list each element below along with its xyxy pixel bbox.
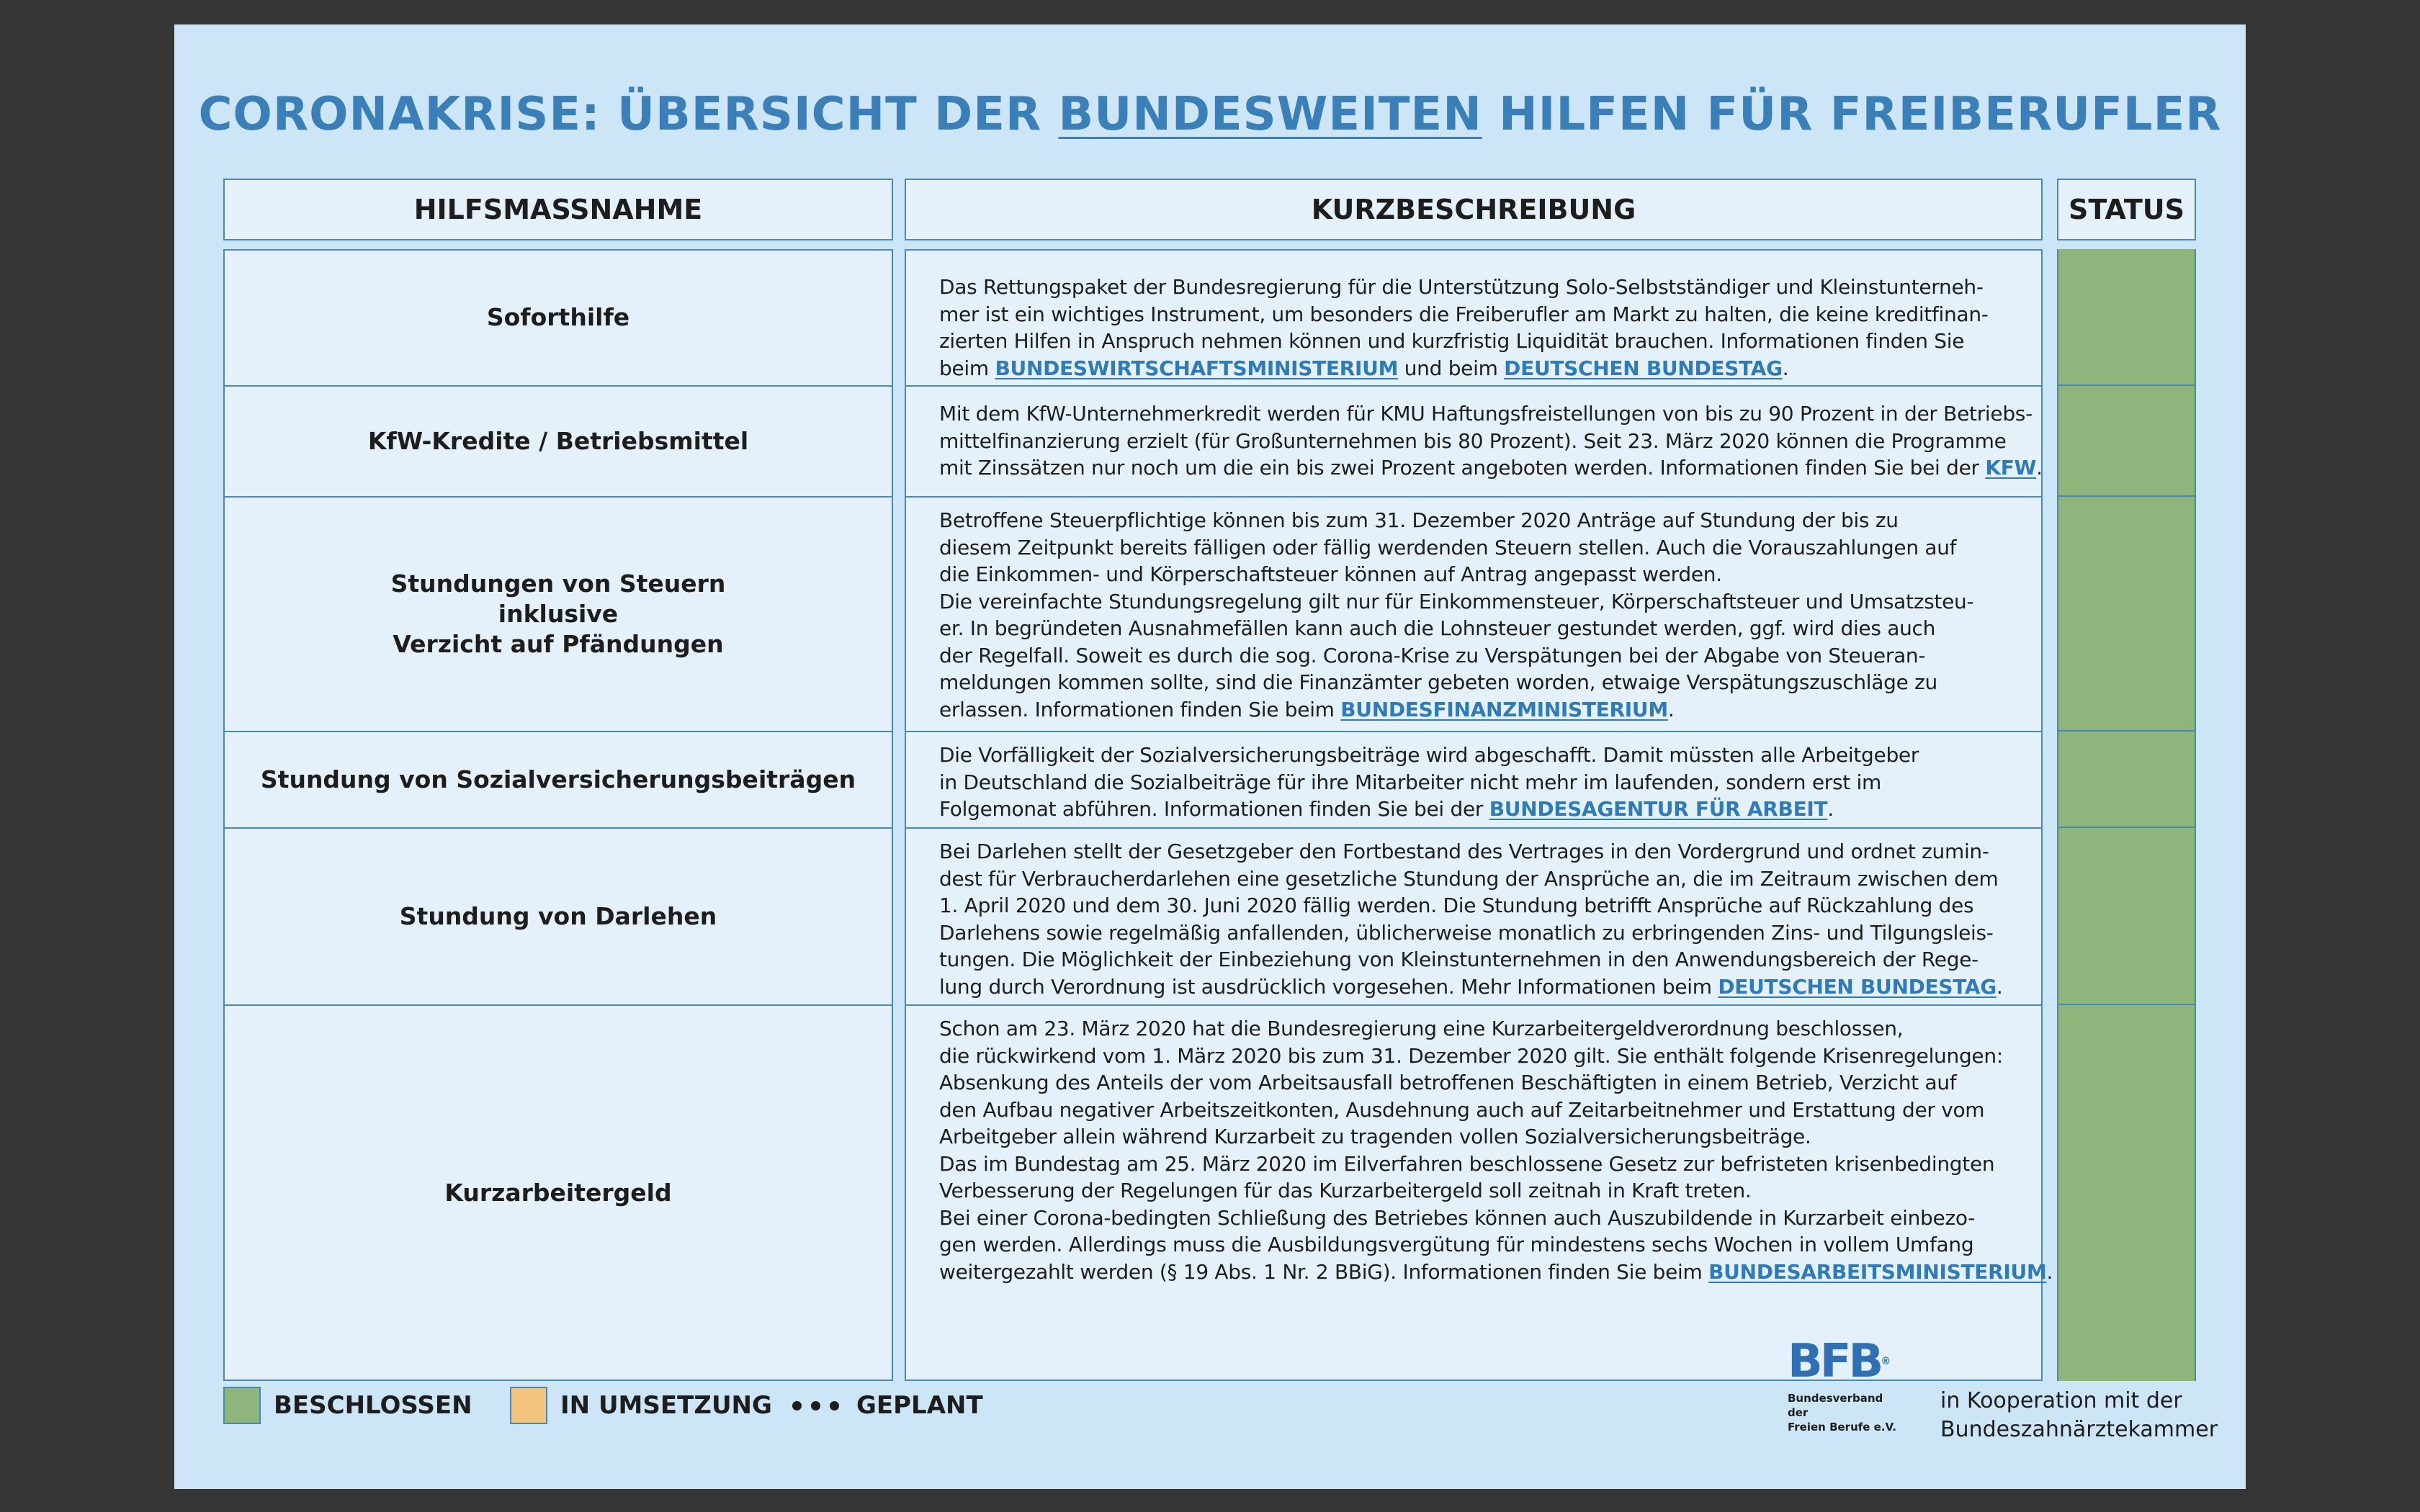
description-line (939, 1177, 2053, 1205)
description-text: Arbeitgeber allein während Kurzarbeit zu tragenden vollen Sozialversicherungsbeiträge. (939, 1125, 1811, 1148)
description-line (939, 615, 1973, 642)
description-text: Mit dem KfW-Unternehmerkredit werden für KMU Haftungsfreistellungen von bis zu 90 Prozent in der Betriebs- (939, 402, 2033, 426)
row-measure-name: KfW-Kredite / Betriebsmittel (367, 427, 749, 455)
description-text: tungen. Die Möglichkeit der Einbeziehung von Kleinstunternehmen in den Anwendungsbereich der Rege- (939, 948, 1978, 971)
description-text: Absenkung des Anteils der vom Arbeitsausfall betroffenen Beschäftigten in einem Betrieb, Verzicht auf (939, 1071, 1957, 1094)
description-text: Folgemonat abführen. Informationen finden Sie bei der (939, 797, 1489, 821)
legend-planned-dots-icon (792, 1401, 839, 1410)
description-text: Die Vorfälligkeit der Sozialversicherungsbeiträge wird abgeschafft. Damit müssten alle Arbeitgeber (939, 743, 1919, 767)
row-status-indicator (2058, 732, 2195, 828)
description-line (939, 1097, 2053, 1124)
infographic-sheet (174, 24, 2246, 1489)
description-line (939, 696, 1973, 724)
description-text: zierten Hilfen in Anspruch nehmen können und kurzfristig Liquidität brauchen. Informationen finden Sie (939, 329, 1965, 353)
description-text: Betroffene Steuerpflichtige können bis zum 31. Dezember 2020 Anträge auf Stundung der bis zu (939, 508, 1899, 532)
description-text: diesem Zeitpunkt bereits fälligen oder fällig werdenden Steuern stellen. Auch die Vorauszahlungen auf (939, 535, 1957, 559)
description-text: . (2036, 456, 2043, 480)
legend-decided-label: BESCHLOSSEN (274, 1391, 472, 1420)
description-line (939, 1259, 2053, 1286)
info-link[interactable]: BUNDESFINANZMINISTERIUM (1340, 697, 1668, 721)
description-line (939, 742, 1919, 769)
row-status-indicator (2058, 497, 2195, 732)
description-text: lung durch Verordnung ist ausdrücklich vorgesehen. Mehr Informationen beim (939, 974, 1718, 999)
header-measure: HILFSMASSNAHME (223, 179, 893, 240)
description-text: den Aufbau negativer Arbeitszeitkonten, Ausdehnung auch auf Zeitarbeitnehmer und Erstattung der vom (939, 1097, 1985, 1122)
description-line (939, 1069, 2053, 1097)
description-line (939, 355, 1989, 382)
row-measure-name: Stundungen von Steuern inklusive Verzicht auf Pfändungen (390, 570, 726, 658)
legend-planned (792, 1385, 983, 1426)
description-line (939, 796, 1919, 823)
row-divider (905, 827, 2043, 829)
description-line (939, 838, 2003, 865)
row-description (939, 274, 1989, 382)
title-part-2: HILFEN FÜR FREIBERUFLER (1482, 88, 2222, 141)
description-line (939, 1015, 2053, 1043)
description-text: Bei Darlehen stellt der Gesetzgeber den Fortbestand des Vertrages in den Vordergrund und ordnet zumin- (939, 840, 1989, 863)
description-text: 1. April 2020 und dem 30. Juni 2020 fällig werden. Die Stundung betrifft Ansprüche auf Rückzahlung des (939, 894, 1974, 917)
description-text: . (2046, 1259, 2053, 1284)
description-text: und beim (1398, 356, 1505, 380)
description-line (939, 534, 1973, 562)
description-line (939, 892, 2003, 919)
description-line (939, 454, 2043, 482)
description-line (939, 588, 1973, 616)
description-text: Die vereinfachte Stundungsregelung gilt nur für Einkommensteuer, Körperschaftsteuer und Umsatzsteu- (939, 589, 1974, 613)
row-divider (905, 731, 2043, 732)
description-line (939, 1205, 2053, 1232)
description-line (939, 428, 2043, 455)
description-line (939, 865, 2003, 893)
description-text: mittelfinanzierung erzielt (für Großunternehmen bis 80 Prozent). Seit 23. März 2020 können die Programme (939, 428, 2007, 453)
info-link[interactable]: KFW (1985, 456, 2037, 480)
legend-planned-label: GEPLANT (856, 1391, 983, 1420)
bfb-logo (1788, 1336, 1910, 1470)
legend-decided-swatch (223, 1387, 261, 1424)
description-text: Bei einer Corona-bedingten Schließung des Betriebes können auch Auszubildende in Kurzarbeit einbezo- (939, 1205, 1976, 1230)
row-status-indicator (2058, 1005, 2195, 1381)
description-text: er. In begründeten Ausnahmefällen kann auch die Lohnsteuer gestundet werden, ggf. wird dies auch (939, 616, 1936, 640)
description-text: erlassen. Informationen finden Sie beim (939, 697, 1341, 721)
description-line (939, 301, 1989, 328)
row-divider (905, 496, 2043, 498)
cooperation-line-1: in Kooperation mit der (1940, 1388, 2182, 1413)
description-line (939, 669, 1973, 696)
info-link[interactable]: BUNDESARBEITSMINISTERIUM (1708, 1259, 2047, 1284)
row-measure-name: Stundung von Darlehen (399, 902, 717, 930)
bfb-logo-mark: BFB® (1788, 1335, 1888, 1388)
title-highlight: BUNDESWEITEN (1058, 88, 1482, 141)
description-text: die Einkommen- und Körperschaftsteuer können auf Antrag angepasst werden. (939, 562, 1722, 586)
header-status: STATUS (2057, 179, 2196, 240)
description-line (939, 946, 2003, 973)
description-line (939, 1123, 2053, 1151)
description-line (939, 919, 2003, 947)
row-divider (905, 1004, 2043, 1006)
row-description (939, 400, 2043, 482)
description-text: . (1996, 974, 2003, 999)
row-description (939, 1015, 2053, 1285)
row-description (939, 742, 1919, 823)
description-text: Darlehens sowie regelmäßig anfallenden, üblicherweise monatlich zu erbringenden Zins- und Tilgungsleis- (939, 920, 1994, 945)
cooperation-note (1940, 1387, 2218, 1444)
row-measure-name: Kurzarbeitergeld (444, 1179, 672, 1207)
description-line (939, 400, 2043, 428)
description-text: Das Rettungspaket der Bundesregierung für die Unterstützung Solo-Selbstständiger und Kleinstunterneh- (939, 275, 1984, 299)
row-measure-name: Soforthilfe (486, 303, 630, 331)
row-description (939, 507, 1973, 723)
description-line (939, 1151, 2053, 1178)
page-title (174, 88, 2246, 141)
description-text: . (1827, 797, 1834, 821)
row-measure-name: Stundung von Sozialversicherungsbeiträgen (260, 765, 856, 793)
description-text: . (1667, 697, 1675, 721)
description-text: meldungen kommen sollte, sind die Finanzämter gebeten worden, etwaige Verspätungszuschläge zu (939, 670, 1937, 694)
description-line (939, 973, 2003, 1001)
legend-in-progress (510, 1385, 772, 1426)
info-link[interactable]: DEUTSCHEN BUNDESTAG (1718, 974, 1996, 999)
header-description: KURZBESCHREIBUNG (905, 179, 2043, 240)
row-description (939, 838, 2003, 1000)
description-text: die rückwirkend vom 1. März 2020 bis zum 31. Dezember 2020 gilt. Sie enthält folgende Krisenregelungen: (939, 1043, 2003, 1068)
title-part-1: CORONAKRISE: ÜBERSICHT DER (198, 88, 1059, 141)
description-line (939, 769, 1919, 796)
description-text: Das im Bundestag am 25. März 2020 im Eilverfahren beschlossene Gesetz zur befristeten krisenbedingten (939, 1151, 1995, 1176)
description-line (939, 642, 1973, 670)
description-text: in Deutschland die Sozialbeiträge für ihre Mitarbeiter nicht mehr im laufenden, sondern erst im (939, 770, 1882, 794)
description-line (939, 328, 1989, 355)
legend-in-progress-swatch (510, 1387, 547, 1424)
info-link[interactable]: BUNDESAGENTUR FÜR ARBEIT (1489, 797, 1828, 821)
description-text: gen werden. Allerdings muss die Ausbildungsvergütung für mindestens sechs Wochen in vollem Umfang (939, 1233, 1974, 1256)
description-text: beim (939, 356, 995, 380)
row-status-indicator (2058, 249, 2195, 386)
description-text: Verbesserung der Regelungen für das Kurzarbeitergeld soll zeitnah in Kraft treten. (939, 1179, 1752, 1202)
description-text: der Regelfall. Soweit es durch die sog. Corona-Krise zu Verspätungen bei der Abgabe von Steueran- (939, 643, 1926, 667)
description-line (939, 274, 1989, 301)
cooperation-line-2: Bundeszahnärztekammer (1940, 1417, 2218, 1442)
row-status-indicator (2058, 386, 2195, 497)
info-link[interactable]: DEUTSCHEN BUNDESTAG (1504, 356, 1783, 380)
description-text: mer ist ein wichtiges Instrument, um besonders die Freiberufler am Markt zu halten, die keine kreditfinan- (939, 302, 1989, 326)
row-status-indicator (2058, 828, 2195, 1005)
description-text: weitergezahlt werden (§ 19 Abs. 1 Nr. 2 BBiG). Informationen finden Sie beim (939, 1259, 1709, 1284)
legend-decided (223, 1385, 472, 1426)
description-line (939, 1043, 2053, 1070)
description-text: dest für Verbraucherdarlehen eine gesetzliche Stundung der Ansprüche an, die im Zeitraum zwischen dem (939, 866, 1999, 891)
row-divider (905, 385, 2043, 387)
description-text: mit Zinssätzen nur noch um die ein bis zwei Prozent angeboten werden. Informationen finden Sie bei der (939, 456, 1986, 480)
description-text: Schon am 23. März 2020 hat die Bundesregierung eine Kurzarbeitergeldverordnung beschlossen, (939, 1017, 1904, 1040)
description-text: . (1782, 356, 1789, 380)
bfb-logo-text: Bundesverband der Freien Berufe e.V. (1788, 1392, 1896, 1434)
description-line (939, 1231, 2053, 1259)
info-link[interactable]: BUNDESWIRTSCHAFTSMINISTERIUM (995, 356, 1399, 380)
description-line (939, 561, 1973, 588)
description-line (939, 507, 1973, 534)
legend-in-progress-label: IN UMSETZUNG (560, 1391, 772, 1420)
